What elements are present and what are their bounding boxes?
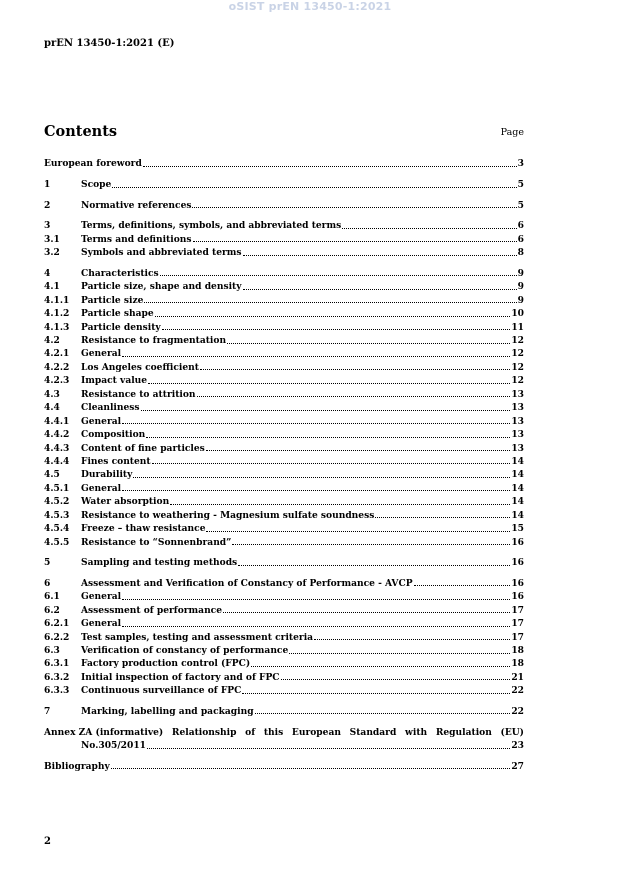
- toc-entry-page: 17: [511, 631, 524, 643]
- toc-entry[interactable]: [44, 373, 524, 386]
- toc-leader-dots: [342, 220, 516, 229]
- toc-entry-number: 4.5.1: [44, 482, 70, 494]
- toc-leader-dots: [238, 557, 510, 566]
- toc-entry-number: 5: [44, 557, 51, 569]
- toc-entry-page: 18: [511, 645, 524, 656]
- toc-entry-page: 12: [511, 375, 524, 387]
- toc-leader-dots: [192, 199, 516, 208]
- toc-entry-page: 9: [517, 281, 524, 293]
- toc-entry[interactable]: [44, 279, 524, 292]
- toc-leader-dots: [133, 469, 510, 478]
- toc-leader-dots: [197, 388, 511, 397]
- contents-heading: Contents: [44, 123, 118, 140]
- toc-leader-dots: [281, 671, 511, 680]
- toc-entry-title: Particle shape: [81, 308, 154, 320]
- toc-entry[interactable]: [44, 589, 524, 602]
- toc-entry-page: 5: [517, 199, 524, 211]
- toc-entry-title: Impact value: [81, 375, 148, 387]
- toc-entry[interactable]: [44, 346, 524, 359]
- toc-entry-page: 9: [517, 294, 524, 306]
- toc-leader-dots: [242, 685, 510, 694]
- annex-title-word: of: [245, 726, 256, 738]
- annex-title-word: European: [291, 726, 341, 738]
- toc-entry-page: 17: [511, 618, 524, 630]
- toc-entry-title: Fines content: [81, 455, 151, 467]
- toc-entry[interactable]: [44, 333, 524, 346]
- toc-entry[interactable]: [44, 494, 524, 507]
- toc-entry-number: 4.3: [44, 388, 60, 400]
- toc-entry[interactable]: [44, 521, 524, 534]
- annex-title-word: with: [405, 726, 428, 738]
- toc-entry-page: 15: [511, 523, 524, 535]
- annex-title-word: Relationship: [171, 726, 237, 738]
- toc-entry[interactable]: [44, 177, 524, 190]
- toc-entry[interactable]: [44, 386, 524, 399]
- toc-entry[interactable]: [44, 575, 524, 588]
- annex-title-word: Standard: [349, 726, 397, 738]
- toc-entry-number: 4.5: [44, 469, 60, 481]
- toc-entry-page: 18: [511, 658, 524, 670]
- document-id: prEN 13450-1:2021 (E): [44, 38, 175, 49]
- toc-leader-dots: [289, 645, 510, 654]
- toc-entry[interactable]: [44, 534, 524, 547]
- toc-entry[interactable]: [44, 480, 524, 493]
- toc-entry-number: 6.3: [44, 645, 60, 656]
- toc-leader-dots: [122, 415, 510, 424]
- toc-entry-title: Test samples, testing and assessment criteria: [81, 631, 314, 643]
- toc-entry-page: 21: [511, 671, 524, 683]
- toc-entry-title: General: [81, 591, 122, 603]
- toc-entry-page: 6: [517, 220, 524, 232]
- toc-leader-dots: [206, 523, 510, 532]
- toc-leader-dots: [146, 429, 510, 438]
- toc-entry-page: 16: [511, 577, 524, 589]
- toc-entry-page: 12: [511, 361, 524, 373]
- toc-entry-title: Normative references: [81, 199, 192, 211]
- toc-entry-page: 22: [511, 705, 524, 717]
- toc-entry-number: 3.2: [44, 247, 60, 259]
- toc-entry-title: Terms, definitions, symbols, and abbreviated terms: [81, 220, 342, 232]
- toc-entry[interactable]: [44, 629, 524, 642]
- toc-entry-number: 6.2.2: [44, 631, 70, 643]
- toc-entry-page: 5: [517, 179, 524, 191]
- toc-entry[interactable]: [44, 400, 524, 413]
- toc-entry-title: Resistance to “Sonnenbrand”: [81, 536, 232, 548]
- toc-entry-number: 4.5.5: [44, 536, 70, 548]
- toc-entry-number: 6: [44, 577, 51, 589]
- toc-leader-dots: [148, 375, 510, 384]
- toc-entry-number: 4.5.4: [44, 523, 70, 535]
- toc-leader-dots: [141, 402, 511, 411]
- toc-leader-dots: [122, 591, 510, 600]
- annex-title-word: Regulation: [435, 726, 492, 738]
- toc-entry-number: 4.1.2: [44, 308, 70, 320]
- toc-entry-page: 22: [511, 685, 524, 697]
- toc-leader-dots: [170, 496, 510, 505]
- toc-leader-dots: [122, 348, 510, 357]
- toc-entry-number: 3: [44, 220, 51, 232]
- annex-title-word: this: [263, 726, 284, 738]
- toc-entry-page: 14: [511, 509, 524, 521]
- toc-entry-title: Los Angeles coefficient: [81, 361, 199, 373]
- toc-entry-number: 4.4.4: [44, 455, 70, 467]
- toc-entry-title: Characteristics: [81, 267, 159, 279]
- toc-entry-title: Assessment and Verification of Constancy of Performance - AVCP: [81, 577, 413, 589]
- toc-entry-number: 6.3.2: [44, 671, 70, 683]
- annex-title-line1: [44, 724, 524, 737]
- toc-entry[interactable]: [44, 467, 524, 480]
- toc-entry-annex-za[interactable]: [44, 724, 524, 751]
- toc-entry-title: Resistance to attrition: [81, 388, 196, 400]
- toc-entry-number: 6.2.1: [44, 618, 70, 630]
- toc-entry-number: 4.4.3: [44, 442, 70, 454]
- toc-entry-page: 13: [511, 442, 524, 454]
- toc-leader-dots: [223, 604, 510, 613]
- toc-entry-number: 6.2: [44, 604, 60, 616]
- toc-leader-dots: [243, 247, 517, 256]
- toc-entry-number: 4.4: [44, 402, 60, 414]
- toc-entry-number: 6.3.3: [44, 685, 70, 697]
- toc-entry-number: 4.2.2: [44, 361, 70, 373]
- toc-entry-number: 4.5.2: [44, 496, 70, 508]
- toc-entry-title: Content of fine particles: [81, 442, 205, 454]
- toc-entries: [44, 156, 524, 717]
- toc-entry-bibliography[interactable]: [44, 758, 524, 771]
- annex-title-line2: No.305/2011: [81, 740, 146, 751]
- toc-leader-dots: [162, 321, 511, 330]
- toc-entry-title: Marking, labelling and packaging: [81, 705, 254, 717]
- bibliography-page-number: 27: [511, 760, 524, 772]
- toc-leader-dots: [251, 658, 510, 667]
- toc-entry[interactable]: [44, 359, 524, 372]
- toc-entry[interactable]: [44, 656, 524, 669]
- toc-entry-page: 8: [517, 247, 524, 259]
- toc-leader-dots: [147, 740, 510, 749]
- toc-entry-page: 13: [511, 415, 524, 427]
- toc-entry-page: 11: [511, 321, 524, 333]
- toc-entry-title: Composition: [81, 429, 146, 441]
- footer-page-number: 2: [44, 836, 51, 847]
- toc-entry-page: 13: [511, 388, 524, 400]
- toc-leader-dots: [111, 760, 511, 769]
- toc-leader-dots: [200, 361, 510, 370]
- toc-entry[interactable]: [44, 427, 524, 440]
- toc-leader-dots: [255, 705, 511, 714]
- toc-entry-title: Factory production control (FPC): [81, 658, 251, 670]
- toc-entry-page: 10: [511, 308, 524, 320]
- toc-leader-dots: [414, 577, 511, 586]
- toc-entry-number: 4.4.1: [44, 415, 70, 427]
- toc-entry[interactable]: [44, 413, 524, 426]
- annex-title-line2-row: [44, 738, 524, 751]
- watermark: oSIST prEN 13450-1:2021: [228, 0, 392, 13]
- toc-entry-page: 12: [511, 348, 524, 360]
- toc-entry-page: 13: [511, 402, 524, 414]
- toc-entry-page: 14: [511, 455, 524, 467]
- toc-entry-title: Verification of constancy of performance: [81, 645, 289, 656]
- toc-entry[interactable]: [44, 197, 524, 210]
- toc-entry-title: Particle size: [81, 294, 144, 306]
- toc-entry-title: Resistance to weathering - Magnesium sulfate soundness: [81, 509, 375, 521]
- toc-entry-title: Resistance to fragmentation: [81, 335, 227, 346]
- toc-entry-page: 17: [511, 604, 524, 616]
- toc-entry-number: 3.1: [44, 233, 60, 245]
- toc-entry-page: 16: [511, 536, 524, 548]
- toc-entry-page: 14: [511, 469, 524, 481]
- toc-entry-title: Particle density: [81, 321, 161, 333]
- toc-entry-page: 9: [517, 267, 524, 279]
- bibliography-title: Bibliography: [44, 760, 110, 772]
- toc-leader-dots: [206, 442, 511, 451]
- table-of-contents: [44, 156, 524, 772]
- toc-leader-dots: [152, 455, 511, 464]
- toc-leader-dots: [144, 294, 516, 303]
- toc-entry-title: Cleanliness: [81, 402, 140, 414]
- toc-leader-dots: [122, 482, 510, 491]
- toc-entry-page: 6: [517, 233, 524, 245]
- toc-leader-dots: [227, 335, 510, 344]
- annex-title-word: Annex ZA (informative): [44, 726, 164, 738]
- toc-leader-dots: [143, 158, 517, 167]
- toc-entry-title: Freeze – thaw resistance: [81, 523, 206, 535]
- toc-leader-dots: [122, 618, 510, 627]
- page-column-label: Page: [500, 127, 524, 138]
- toc-entry[interactable]: [44, 156, 524, 169]
- toc-entry[interactable]: [44, 616, 524, 629]
- toc-leader-dots: [232, 536, 510, 545]
- toc-entry-title: Scope: [81, 179, 112, 191]
- toc-entry-number: 4.2: [44, 335, 60, 346]
- toc-entry-number: 4.5.3: [44, 509, 70, 521]
- toc-entry-number: 4.1: [44, 281, 60, 293]
- toc-entry-number: 4.2.1: [44, 348, 70, 360]
- toc-entry-page: 13: [511, 429, 524, 441]
- toc-entry-title: European foreword: [44, 158, 142, 170]
- toc-entry-title: General: [81, 618, 122, 630]
- toc-entry-title: Water absorption: [81, 496, 170, 508]
- toc-entry-page: 16: [511, 557, 524, 569]
- toc-entry[interactable]: [44, 555, 524, 568]
- toc-entry-page: 3: [517, 158, 524, 170]
- toc-leader-dots: [112, 179, 516, 188]
- toc-entry-page: 14: [511, 496, 524, 508]
- toc-entry[interactable]: [44, 683, 524, 696]
- toc-leader-dots: [155, 308, 511, 317]
- toc-entry-title: Particle size, shape and density: [81, 281, 242, 293]
- toc-entry-number: 6.1: [44, 591, 60, 603]
- toc-entry-title: Terms and definitions: [81, 233, 192, 245]
- toc-entry[interactable]: [44, 218, 524, 231]
- toc-entry-page: 14: [511, 482, 524, 494]
- toc-entry[interactable]: [44, 265, 524, 278]
- toc-entry[interactable]: [44, 507, 524, 520]
- toc-leader-dots: [375, 509, 510, 518]
- toc-entry-page: 12: [511, 335, 524, 346]
- toc-entry-title: Assessment of performance: [81, 604, 223, 616]
- toc-entry-number: 4.4.2: [44, 429, 70, 441]
- toc-leader-dots: [160, 267, 517, 276]
- toc-entry[interactable]: [44, 454, 524, 467]
- toc-entry[interactable]: [44, 292, 524, 305]
- toc-leader-dots: [193, 233, 517, 242]
- toc-entry-title: Symbols and abbreviated terms: [81, 247, 242, 259]
- toc-entry[interactable]: [44, 245, 524, 258]
- toc-entry-title: Durability: [81, 469, 133, 481]
- toc-entry[interactable]: [44, 306, 524, 319]
- toc-entry-number: 4.1.3: [44, 321, 70, 333]
- toc-entry-title: Sampling and testing methods: [81, 557, 238, 569]
- toc-entry-number: 1: [44, 179, 51, 191]
- annex-title-word: (EU): [500, 726, 524, 738]
- toc-entry-number: 4.1.1: [44, 294, 70, 306]
- toc-entry[interactable]: [44, 669, 524, 682]
- toc-entry[interactable]: [44, 602, 524, 615]
- toc-entry-number: 4: [44, 267, 51, 279]
- toc-entry-title: Initial inspection of factory and of FPC: [81, 671, 280, 683]
- toc-entry[interactable]: [44, 440, 524, 453]
- toc-entry-number: 6.3.1: [44, 658, 70, 670]
- toc-leader-dots: [314, 631, 510, 640]
- toc-entry-number: 2: [44, 199, 51, 211]
- toc-entry-title: Continuous surveillance of FPC: [81, 685, 242, 697]
- toc-leader-dots: [243, 281, 517, 290]
- toc-entry-number: 4.2.3: [44, 375, 70, 387]
- toc-entry-title: General: [81, 348, 122, 360]
- toc-entry-page: 16: [511, 591, 524, 603]
- toc-entry-title: General: [81, 415, 122, 427]
- toc-entry[interactable]: [44, 643, 524, 656]
- toc-entry[interactable]: [44, 704, 524, 717]
- annex-page-number: 23: [511, 740, 524, 751]
- toc-entry-title: General: [81, 482, 122, 494]
- toc-entry[interactable]: [44, 319, 524, 332]
- toc-entry-number: 7: [44, 705, 51, 717]
- toc-entry[interactable]: [44, 231, 524, 244]
